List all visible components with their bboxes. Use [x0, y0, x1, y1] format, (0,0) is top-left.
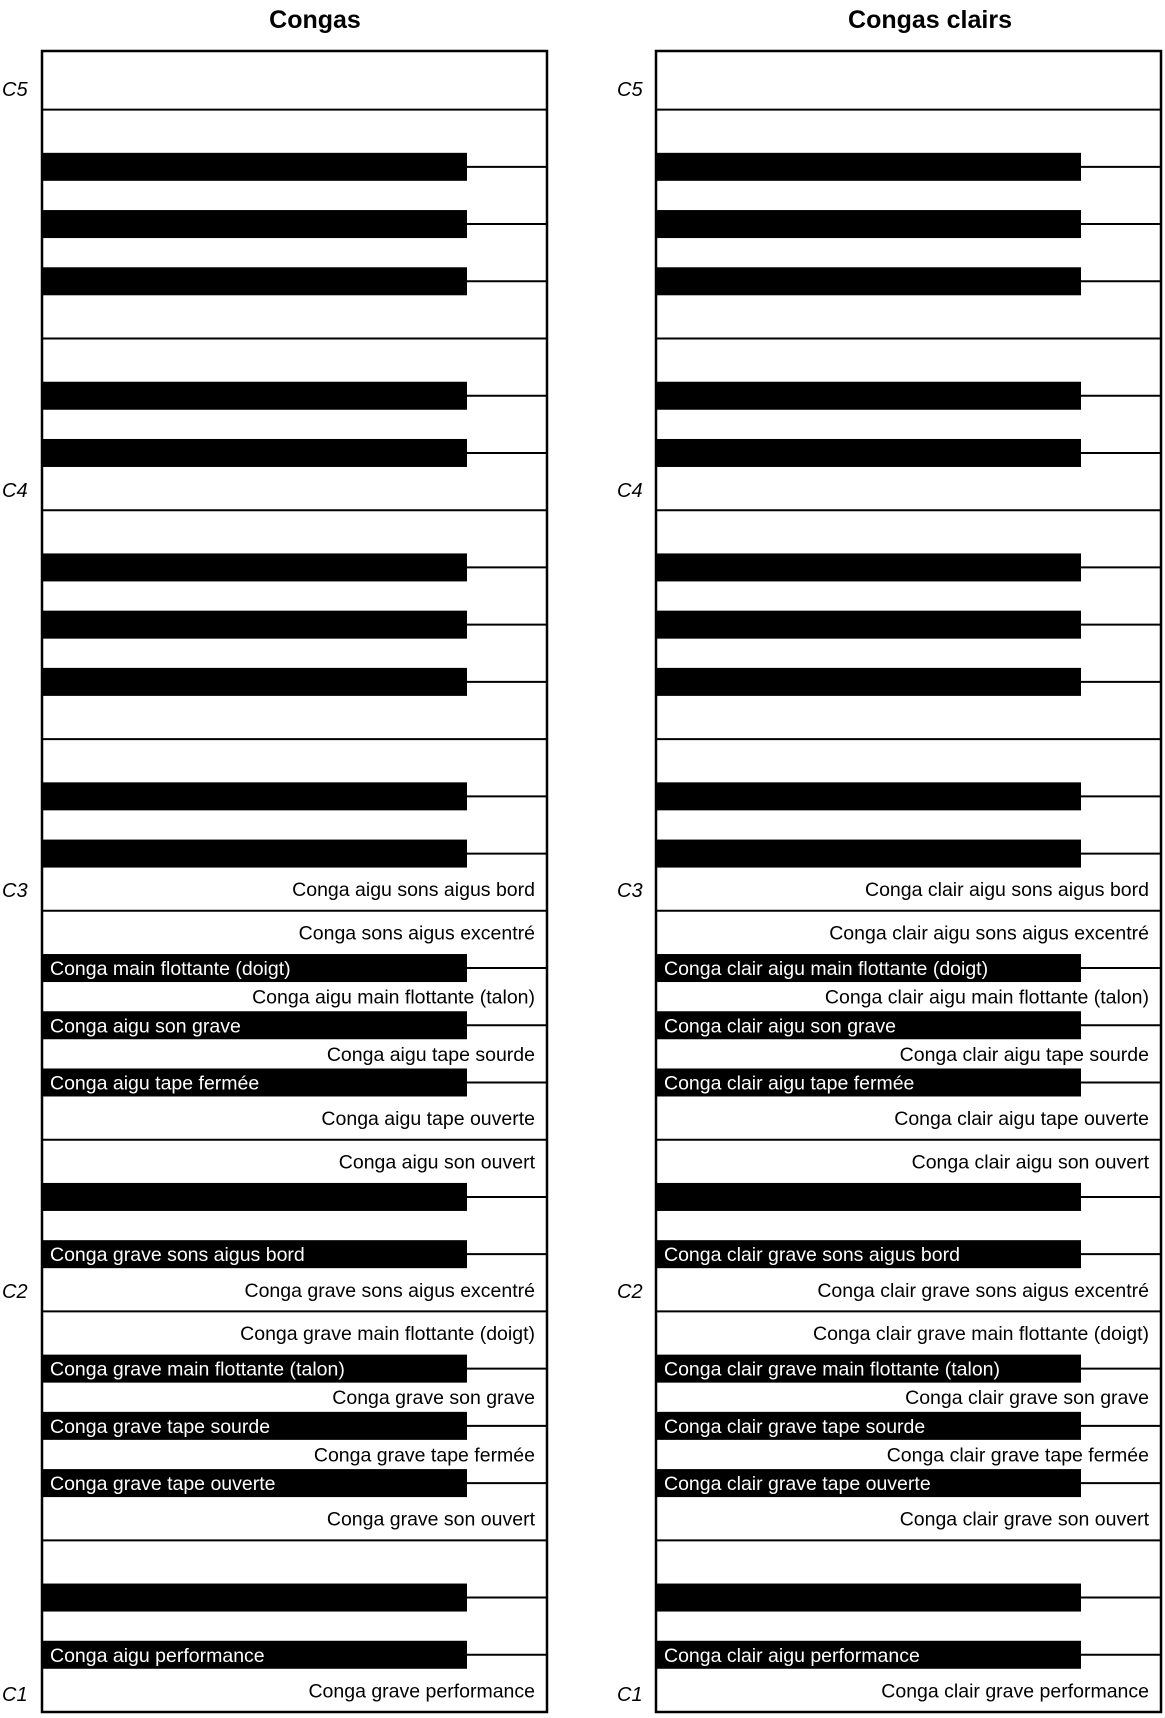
black-key-49 — [42, 840, 467, 868]
black-key-label: Conga grave sons aigus bord — [50, 1244, 305, 1267]
white-key-label: Conga aigu tape ouverte — [321, 1108, 535, 1131]
white-key-label: Conga clair aigu main flottante (talon) — [824, 986, 1149, 1009]
black-key-label: Conga grave main flottante (talon) — [50, 1358, 345, 1381]
keyboard-title-congas: Congas — [269, 6, 361, 34]
black-key-label: Conga grave tape sourde — [50, 1415, 271, 1438]
white-key-label: Conga sons aigus excentré — [298, 922, 535, 945]
white-key-label: Conga clair grave tape fermée — [886, 1444, 1149, 1467]
octave-label-c1: C1 — [617, 1684, 643, 1706]
black-key-label: Conga clair grave main flottante (talon) — [664, 1358, 1001, 1381]
white-key-label: Conga aigu sons aigus bord — [292, 879, 535, 902]
white-key-label: Conga grave sons aigus excentré — [244, 1279, 535, 1302]
black-key-58 — [656, 553, 1081, 581]
octave-label-c5: C5 — [617, 79, 643, 101]
black-key-27 — [656, 1584, 1081, 1612]
octave-label-c1: C1 — [2, 1684, 28, 1706]
white-key-label: Conga aigu main flottante (talon) — [252, 986, 535, 1009]
black-key-56 — [656, 611, 1081, 639]
white-key-label: Conga clair grave son ouvert — [899, 1508, 1149, 1531]
black-key-label: Conga main flottante (doigt) — [50, 958, 291, 981]
black-key-61 — [42, 439, 467, 467]
black-key-39 — [656, 1183, 1081, 1211]
keyboard-congas — [42, 51, 547, 1712]
octave-label-c5: C5 — [2, 79, 28, 101]
black-key-61 — [656, 439, 1081, 467]
white-key-label: Conga aigu tape sourde — [326, 1043, 535, 1066]
black-key-label: Conga clair grave tape sourde — [664, 1415, 926, 1438]
black-key-70 — [656, 153, 1081, 181]
black-key-58 — [42, 553, 467, 581]
octave-label-c3: C3 — [617, 880, 643, 902]
black-key-label: Conga clair aigu main flottante (doigt) — [664, 958, 989, 981]
white-key-label: Conga grave main flottante (doigt) — [240, 1323, 535, 1346]
black-key-70 — [42, 153, 467, 181]
white-key-label: Conga grave son ouvert — [326, 1508, 535, 1531]
black-key-label: Conga clair grave sons aigus bord — [664, 1244, 960, 1267]
octave-label-c4: C4 — [2, 480, 28, 502]
black-key-51 — [42, 782, 467, 810]
white-key-label: Conga clair grave son grave — [905, 1387, 1149, 1410]
white-key-label: Conga clair aigu sons aigus excentré — [829, 922, 1149, 945]
white-key-label: Conga clair aigu sons aigus bord — [864, 879, 1149, 902]
white-key-label: Conga clair aigu tape ouverte — [894, 1108, 1149, 1131]
white-key-label: Conga clair aigu son ouvert — [911, 1151, 1149, 1174]
keyboard-title-congas-clairs: Congas clairs — [848, 6, 1012, 34]
black-key-label: Conga aigu tape fermée — [50, 1072, 260, 1095]
white-key-label: Conga grave performance — [308, 1680, 535, 1703]
black-key-63 — [656, 382, 1081, 410]
black-key-54 — [656, 668, 1081, 696]
white-key-label: Conga clair grave performance — [881, 1680, 1149, 1703]
black-key-label: Conga aigu performance — [50, 1644, 265, 1667]
black-key-51 — [656, 782, 1081, 810]
black-key-label: Conga clair grave tape ouverte — [664, 1473, 931, 1496]
octave-label-c3: C3 — [2, 880, 28, 902]
white-key-label: Conga clair grave main flottante (doigt) — [812, 1323, 1149, 1346]
white-key-label: Conga clair aigu tape sourde — [899, 1043, 1149, 1066]
octave-label-c4: C4 — [617, 480, 643, 502]
black-key-39 — [42, 1183, 467, 1211]
black-key-49 — [656, 840, 1081, 868]
black-key-66 — [42, 267, 467, 295]
white-key-label: Conga grave son grave — [332, 1387, 535, 1410]
black-key-66 — [656, 267, 1081, 295]
white-key-label: Conga aigu son ouvert — [338, 1151, 535, 1174]
black-key-label: Conga clair aigu son grave — [664, 1015, 896, 1038]
white-key-label: Conga grave tape fermée — [313, 1444, 535, 1467]
black-key-label: Conga aigu son grave — [50, 1015, 241, 1038]
white-key-label: Conga clair grave sons aigus excentré — [817, 1279, 1149, 1302]
black-key-54 — [42, 668, 467, 696]
keyboard-congas-clairs — [656, 51, 1161, 1712]
octave-label-c2: C2 — [2, 1281, 28, 1303]
black-key-27 — [42, 1584, 467, 1612]
black-key-68 — [656, 210, 1081, 238]
octave-label-c2: C2 — [617, 1281, 643, 1303]
black-key-label: Conga clair aigu tape fermée — [664, 1072, 915, 1095]
black-key-63 — [42, 382, 467, 410]
black-key-56 — [42, 611, 467, 639]
black-key-label: Conga grave tape ouverte — [50, 1473, 276, 1496]
black-key-label: Conga clair aigu performance — [664, 1644, 920, 1667]
black-key-68 — [42, 210, 467, 238]
